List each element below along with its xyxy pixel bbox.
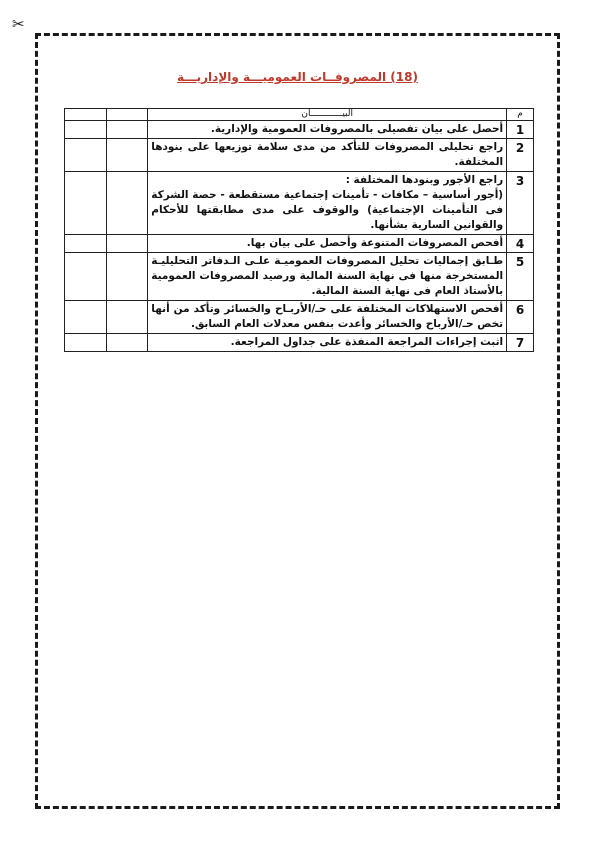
table-row — [65, 301, 534, 334]
row-description — [148, 139, 507, 172]
row-text: أفحص الاستهلاكات المختلفة على حـ/الأربـاح والخسائر وتأكد من أنها تخص حـ/الأرباح والخسائر وأعدت بنفس معدلات العام السابق. — [151, 303, 504, 330]
header-empty-1 — [106, 109, 148, 121]
row-number: 3 — [507, 172, 534, 235]
row-text: طـابق إجماليات تحليل المصروفات العموميـة علـى الـدفاتر التحليليـة المستخرجة منها فى نهاية السنة المالية ورصيد المصروفات العمومية بالأستاذ العام فى نهاية السنة المالية. — [151, 255, 504, 297]
row-text: راجع تحليلى المصروفات للتأكد من مدى سلامة توزيعها على بنودها المختلفة. — [151, 141, 504, 168]
row-number: 5 — [507, 253, 534, 301]
empty-cell — [65, 301, 107, 334]
empty-cell — [65, 172, 107, 235]
empty-cell — [65, 139, 107, 172]
row-text: راجع الأجور وبنودها المختلفة : — [345, 174, 504, 186]
row-description — [148, 301, 507, 334]
row-text: أحصل على بيان تفصيلى بالمصروفات العمومية والإدارية. — [210, 123, 504, 135]
table-row — [65, 253, 534, 301]
table-row — [65, 172, 534, 235]
row-description — [148, 172, 507, 235]
empty-cell — [65, 253, 107, 301]
header-empty-2 — [65, 109, 107, 121]
empty-cell — [106, 172, 148, 235]
row-description — [148, 334, 507, 352]
row-text: اثبت إجراءات المراجعة المنفذة على جداول المراجعة. — [230, 336, 504, 348]
table-row — [65, 121, 534, 139]
empty-cell — [106, 139, 148, 172]
row-number: 7 — [507, 334, 534, 352]
table-row — [65, 334, 534, 352]
table-row — [65, 235, 534, 253]
row-number: 6 — [507, 301, 534, 334]
page-title — [0, 70, 595, 84]
audit-procedures-table — [64, 108, 534, 352]
row-text: (أجور أساسية – مكافات - تأمينات إجتماعية مستقطعة - حصة الشركة فى التأمينات الإجتماعية) والوقوف على مدى مطابقتها للأحكام والقوانين السارية بشأنها. — [151, 189, 504, 231]
empty-cell — [106, 301, 148, 334]
empty-cell — [106, 121, 148, 139]
empty-cell — [106, 334, 148, 352]
page-title-text: (18) المصروفــات العموميـــة والإداريـــة — [177, 70, 418, 84]
row-description — [148, 121, 507, 139]
empty-cell — [106, 253, 148, 301]
empty-cell — [106, 235, 148, 253]
table-row — [65, 139, 534, 172]
table-header-row — [65, 109, 534, 121]
row-description — [148, 235, 507, 253]
empty-cell — [65, 334, 107, 352]
row-text: أفحص المصروفات المتنوعة وأحصل على بيان بها. — [246, 237, 504, 249]
empty-cell — [65, 121, 107, 139]
row-number: 4 — [507, 235, 534, 253]
row-number: 1 — [507, 121, 534, 139]
header-number: م — [507, 109, 534, 121]
empty-cell — [65, 235, 107, 253]
scissors-icon: ✂ — [12, 15, 25, 33]
row-description — [148, 253, 507, 301]
row-number: 2 — [507, 139, 534, 172]
header-description: البيــــــــــــان — [148, 109, 507, 121]
